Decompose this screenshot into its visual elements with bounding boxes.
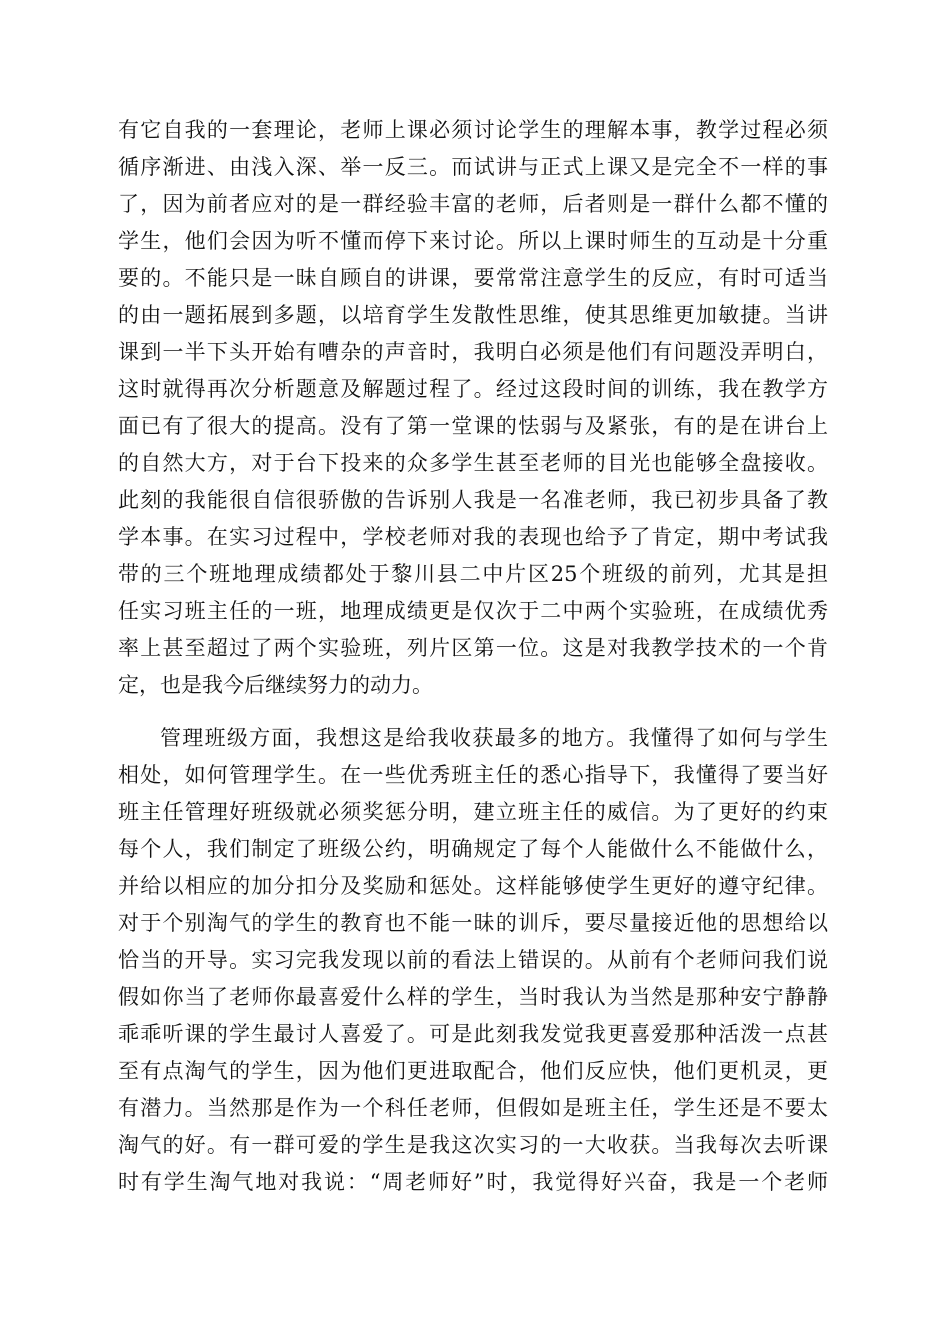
text-line: 学生，他们会因为听不懂而停下来讨论。所以上课时师生的互动是十分重 — [118, 229, 828, 253]
text-line: 管理班级方面，我想这是给我收获最多的地方。我懂得了如何与学生 — [160, 726, 828, 750]
text-line: 对于个别淘气的学生的教育也不能一昧的训斥，要尽量接近他的思想给以 — [118, 911, 828, 935]
text-line: 相处，如何管理学生。在一些优秀班主任的悉心指导下，我懂得了要当好 — [118, 763, 828, 787]
text-line: 并给以相应的加分扣分及奖励和惩处。这样能够使学生更好的遵守纪律。 — [118, 874, 828, 898]
text-line: 淘气的好。有一群可爱的学生是我这次实习的一大收获。当我每次去听课 — [118, 1133, 828, 1157]
text-line: 有潜力。当然那是作为一个科任老师，但假如是班主任，学生还是不要太 — [118, 1096, 828, 1120]
text-line: 乖乖听课的学生最讨人喜爱了。可是此刻我发觉我更喜爱那种活泼一点甚 — [118, 1022, 828, 1046]
text-line: 假如你当了老师你最喜爱什么样的学生，当时我认为当然是那种安宁静静 — [118, 985, 828, 1009]
text-line: 了，因为前者应对的是一群经验丰富的老师，后者则是一群什么都不懂的 — [118, 192, 828, 216]
text-line: 面已有了很大的提高。没有了第一堂课的怯弱与及紧张，有的是在讲台上 — [118, 414, 828, 438]
document-page — [118, 112, 828, 1201]
text-line: 每个人，我们制定了班级公约，明确规定了每个人能做什么不能做什么， — [118, 837, 828, 861]
text-line: 率上甚至超过了两个实验班，列片区第一位。这是对我教学技术的一个肯 — [118, 636, 828, 660]
text-line: 任实习班主任的一班，地理成绩更是仅次于二中两个实验班，在成绩优秀 — [118, 599, 828, 623]
text-line: 班主任管理好班级就必须奖惩分明，建立班主任的威信。为了更好的约束 — [118, 800, 828, 824]
text-line: 此刻的我能很自信很骄傲的告诉别人我是一名准老师，我已初步具备了教 — [118, 488, 828, 512]
paragraph-gap — [118, 704, 828, 720]
text-line: 学本事。在实习过程中，学校老师对我的表现也给予了肯定，期中考试我 — [118, 525, 828, 549]
text-line: 定，也是我今后继续努力的动力。 — [118, 673, 433, 697]
text-line: 循序渐进、由浅入深、举一反三。而试讲与正式上课又是完全不一样的事 — [118, 155, 828, 179]
text-line: 的自然大方，对于台下投来的众多学生甚至老师的目光也能够全盘接收。 — [118, 451, 828, 475]
text-line: 要的。不能只是一昧自顾自的讲课，要常常注意学生的反应，有时可适当 — [118, 266, 828, 290]
text-line: 带的三个班地理成绩都处于黎川县二中片区25个班级的前列，尤其是担 — [118, 562, 828, 586]
text-line: 有它自我的一套理论，老师上课必须讨论学生的理解本事，教学过程必须 — [118, 118, 828, 142]
text-line: 至有点淘气的学生，因为他们更进取配合，他们反应快，他们更机灵，更 — [118, 1059, 828, 1083]
paragraph — [118, 112, 828, 704]
text-line: 这时就得再次分析题意及解题过程了。经过这段时间的训练，我在教学方 — [118, 377, 828, 401]
text-line: 课到一半下头开始有嘈杂的声音时，我明白必须是他们有问题没弄明白， — [118, 340, 828, 364]
text-line: 的由一题拓展到多题，以培育学生发散性思维，使其思维更加敏捷。当讲 — [118, 303, 828, 327]
text-line: 恰当的开导。实习完我发现以前的看法上错误的。从前有个老师问我们说 — [118, 948, 828, 972]
text-line: 时有学生淘气地对我说：“周老师好”时，我觉得好兴奋，我是一个老师 — [118, 1170, 828, 1194]
paragraph — [118, 720, 828, 1201]
